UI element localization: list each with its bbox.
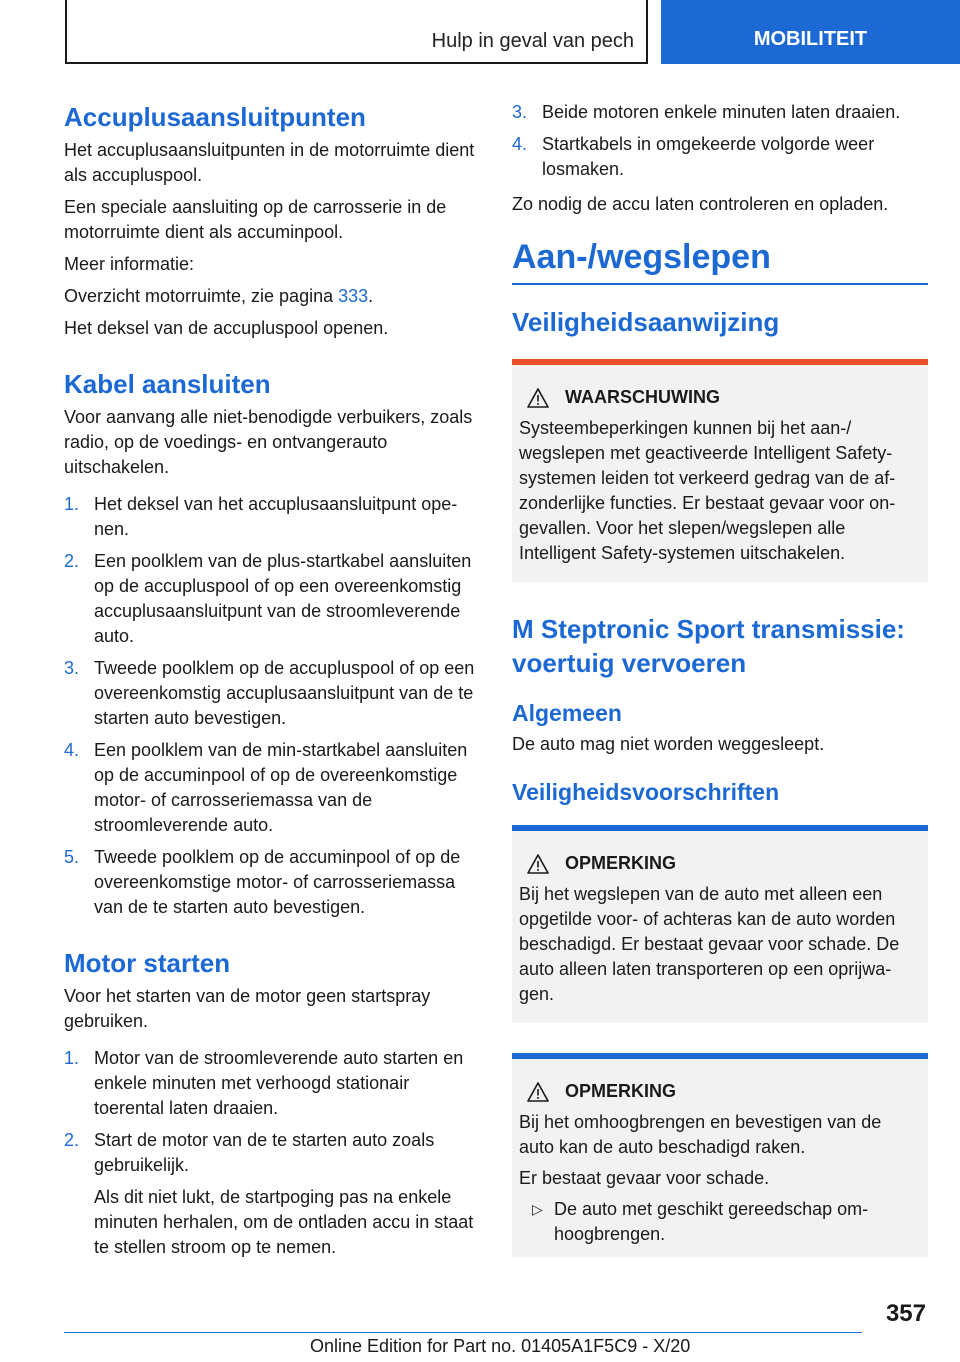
step-number: 1. <box>64 494 80 514</box>
step-text: Tweede poolklem op de accuminpool of op de overeenkomstige motor- of carrosseriemassa van de te starten auto bevestigen. <box>94 847 461 917</box>
page-number: 357 <box>885 1300 926 1327</box>
header-frame <box>65 0 648 64</box>
step-number: 4. <box>512 134 528 154</box>
heading-algemeen: Algemeen <box>512 700 622 726</box>
footer-divider <box>64 1332 862 1333</box>
step-text: Motor van de stroomleverende auto starten en enkele minuten met verhoogd stationair toerental laten draaien. <box>94 1048 464 1118</box>
bullet-item <box>519 1197 920 1247</box>
warning-triangle-icon <box>527 854 549 874</box>
heading-m-steptronic: M Steptronic Sport transmissie: voertuig vervoeren <box>512 614 905 678</box>
bullet-triangle-icon: ▷ <box>532 1201 543 1217</box>
warning-triangle-icon <box>527 388 549 408</box>
steps-list <box>512 100 928 182</box>
list-item <box>64 1046 478 1121</box>
note-label: OPMERKING <box>565 1081 677 1101</box>
paragraph: Een speciale aansluiting op de carrosserie in de motorruimte dient als accuminpool. <box>64 197 447 242</box>
paragraph: Meer informatie: <box>64 254 195 274</box>
bullet-text: De auto met geschikt gereedschap omhoogbrengen. <box>554 1199 869 1244</box>
list-item <box>64 492 478 542</box>
paragraph-text: Overzicht motorruimte, zie pagina <box>64 286 339 306</box>
step-number: 2. <box>64 551 80 571</box>
paragraph: Het accuplusaansluitpunten in de motorruimte dient als accupluspool. <box>64 140 475 185</box>
list-item <box>64 549 478 649</box>
paragraph-with-link <box>64 284 478 309</box>
step-text: Tweede poolklem op de accupluspool of op een overeenkomstig accuplusaansluitpunt van de te starten auto bevestigen. <box>94 658 475 728</box>
step-text: Start de motor van de te starten auto zoals gebruikelijk. <box>94 1130 435 1175</box>
paragraph: Voor aanvang alle niet-benodigde verbuikers, zoals radio, op de voedings- en ontvangerauto uitschakelen. <box>64 407 473 477</box>
paragraph: De auto mag niet worden weggesleept. <box>512 734 825 754</box>
right-column <box>512 100 928 1257</box>
step-number: 5. <box>64 847 80 867</box>
step-extra: Als dit niet lukt, de startpoging pas na enkele minuten herhalen, om de ontladen accu in staat te stellen stroom op te nemen. <box>94 1187 474 1257</box>
list-item <box>512 100 928 125</box>
step-text: Een poolklem van de plus-startkabel aansluiten op de accupluspool of op een overeenkomstig accuplusaansluitpunt van de stroomleverende auto. <box>94 551 472 646</box>
paragraph-end: . <box>368 286 374 306</box>
note-box <box>512 825 928 1023</box>
warning-text: Systeembeperkingen kunnen bij het aan-/ wegslepen met geactiveerde Intelligent Safety-systemen leiden tot verkeerd gedrag van de afzonderlijke functies. Er bestaat gevaar voor ongevallen. Voor het slepen/wegslepen alle Intelligent Safety-systemen uitschakelen. <box>519 418 896 563</box>
chapter-tab-label: MOBILITEIT <box>753 27 868 50</box>
note-header <box>519 853 920 874</box>
footer-edition: Online Edition for Part no. 01405A1F5C9 - X/20 <box>310 1336 691 1356</box>
warning-box <box>512 359 928 582</box>
paragraph: Het deksel van de accupluspool openen. <box>64 318 389 338</box>
note-box <box>512 1053 928 1257</box>
step-number: 3. <box>512 102 528 122</box>
heading-accuplusaansluitpunten: Accuplusaansluitpunten <box>64 102 366 132</box>
list-item <box>64 845 478 920</box>
step-number: 2. <box>64 1130 80 1150</box>
heading-motor-starten: Motor starten <box>64 948 231 978</box>
list-item <box>64 1128 478 1260</box>
chapter-tab[interactable] <box>661 0 960 64</box>
list-item <box>512 132 928 182</box>
list-item <box>64 656 478 731</box>
warning-header <box>519 387 920 408</box>
step-number: 4. <box>64 740 80 760</box>
step-text: Startkabels in omgekeerde volgorde weer losmaken. <box>542 134 875 179</box>
steps-list <box>64 1046 478 1260</box>
left-column <box>64 100 478 1270</box>
step-number: 1. <box>64 1048 80 1068</box>
page-link[interactable]: 333 <box>338 286 369 306</box>
note-text: Bij het omhoogbrengen en bevestigen van de auto kan de auto beschadigd raken. <box>519 1112 882 1157</box>
list-item <box>64 738 478 838</box>
paragraph: Voor het starten van de motor geen startspray gebruiken. <box>64 986 431 1031</box>
note-label: OPMERKING <box>565 853 677 873</box>
step-number: 3. <box>64 658 80 678</box>
step-text: Een poolklem van de min-startkabel aansluiten op de accuminpool of op de overeenkomstige motor- of carrosseriemassa van de stroomleverende auto. <box>94 740 468 835</box>
chapter-heading: Aan-/wegslepen <box>512 235 928 285</box>
section-title: Hulp in geval van pech <box>431 30 634 52</box>
note-text: Bij het wegslepen van de auto met alleen een opgetilde voor- of achteras kan de auto worden beschadigd. Er bestaat gevaar voor schade. De auto alleen laten transporteren op een oprijwagen. <box>519 884 900 1004</box>
paragraph: Zo nodig de accu laten controleren en opladen. <box>512 194 889 214</box>
warning-triangle-icon <box>527 1082 549 1102</box>
steps-list <box>64 492 478 920</box>
heading-veiligheidsaanwijzing: Veiligheidsaanwijzing <box>512 307 780 337</box>
step-text: Het deksel van het accuplusaansluitpunt openen. <box>94 494 458 539</box>
heading-kabel-aansluiten: Kabel aansluiten <box>64 369 271 399</box>
heading-veiligheidsvoorschriften: Veiligheidsvoorschriften <box>512 779 780 805</box>
warning-label: WAARSCHUWING <box>565 387 720 407</box>
note-text: Er bestaat gevaar voor schade. <box>519 1168 770 1188</box>
note-header <box>519 1081 920 1102</box>
step-text: Beide motoren enkele minuten laten draaien. <box>542 102 901 122</box>
